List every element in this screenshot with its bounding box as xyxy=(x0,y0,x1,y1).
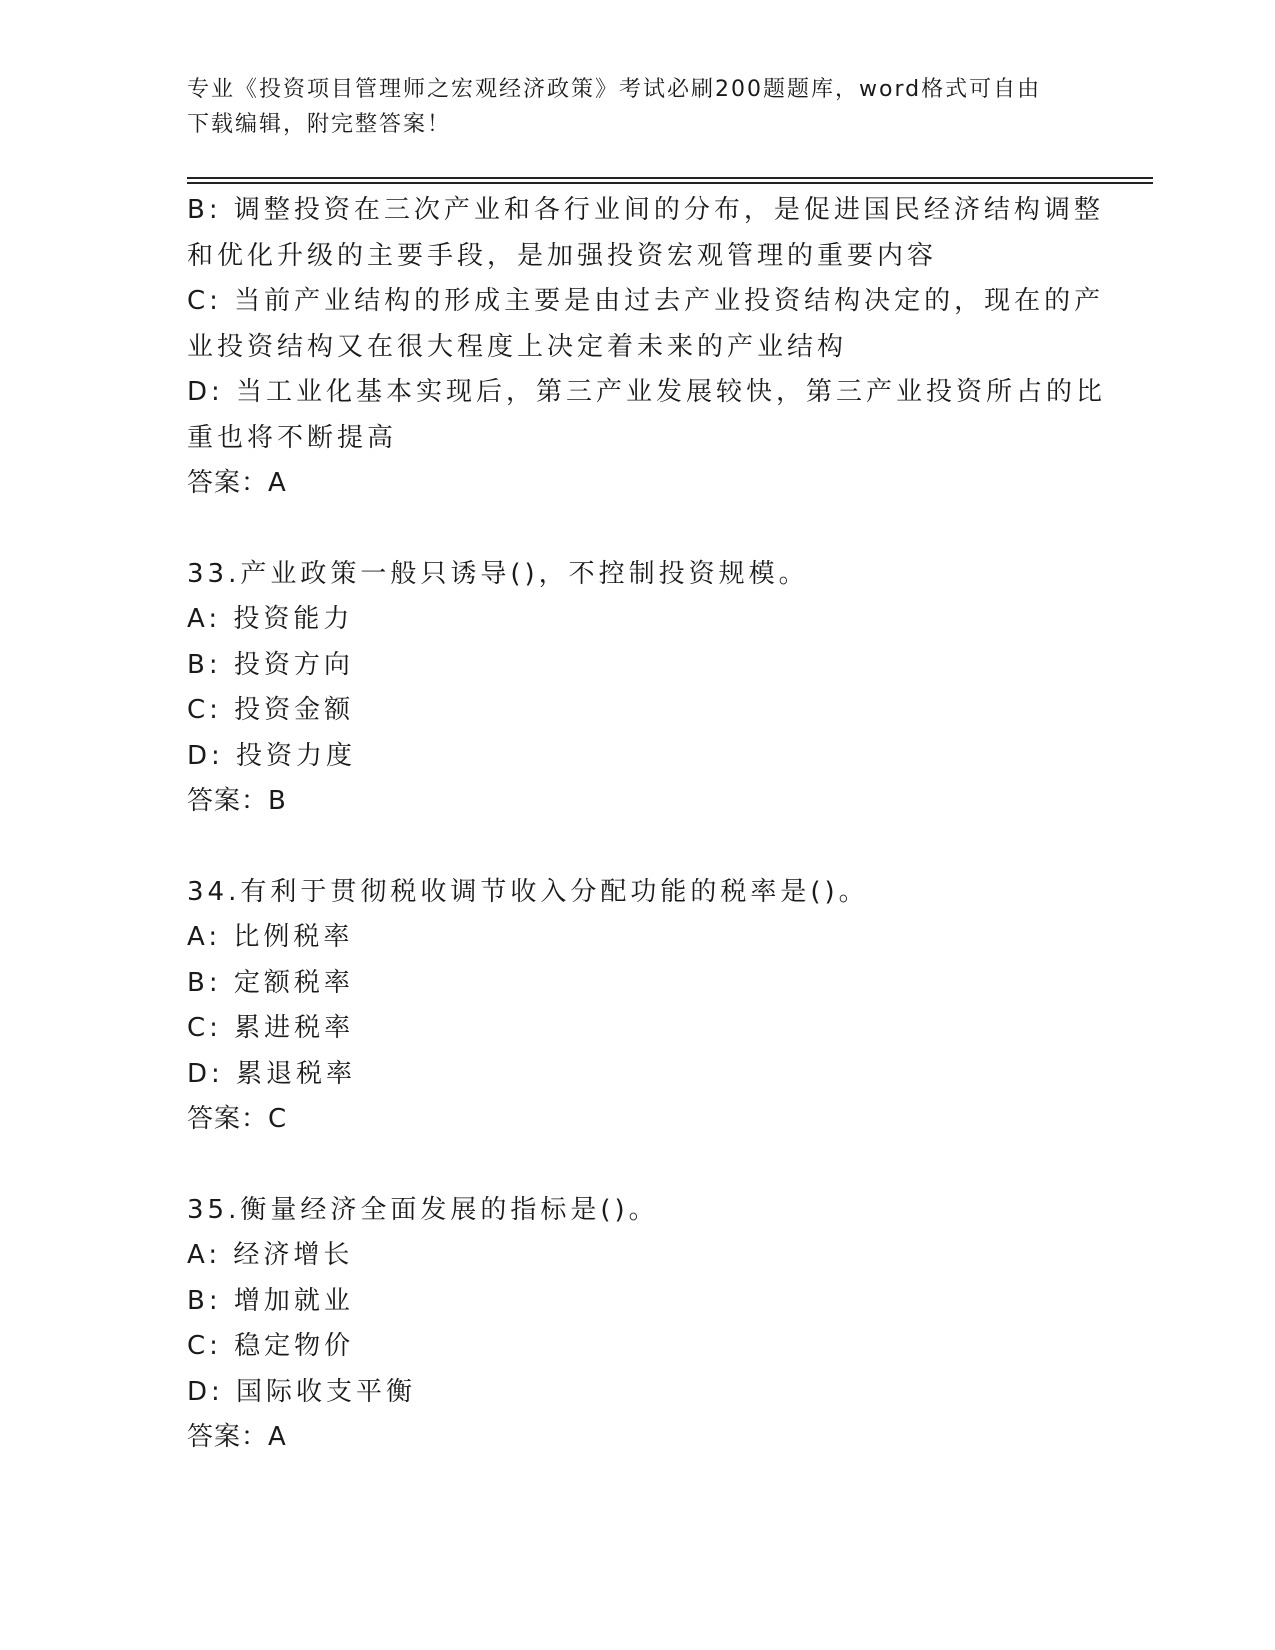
option-c-line-1: C: 当前产业结构的形成主要是由过去产业投资结构决定的，现在的产 xyxy=(187,286,1105,316)
answer-line: 答案：C xyxy=(187,1104,288,1134)
header-line-1: 专业《投资项目管理师之宏观经济政策》考试必刷200题题库，word格式可自由 xyxy=(187,77,1042,102)
prev-question-block xyxy=(187,188,1107,507)
answer-line: 答案：B xyxy=(187,786,287,816)
question-35 xyxy=(187,1188,1087,1461)
option-d-line-1: D: 当工业化基本实现后，第三产业发展较快，第三产业投资所占的比 xyxy=(187,377,1107,407)
document-body xyxy=(187,188,1107,1461)
question-title: 33.产业政策一般只诱导()，不控制投资规模。 xyxy=(187,558,809,589)
option-c: C: 累进税率 xyxy=(187,1013,355,1043)
option-a: A: 投资能力 xyxy=(187,604,354,634)
option-b-line-2: 和优化升级的主要手段，是加强投资宏观管理的重要内容 xyxy=(187,240,938,271)
question-title: 35.衡量经济全面发展的指标是()。 xyxy=(187,1194,659,1225)
option-a: A: 比例税率 xyxy=(187,922,354,952)
answer-line: 答案：A xyxy=(187,1422,287,1452)
answer-line: 答案：A xyxy=(187,468,287,498)
option-a: A: 经济增长 xyxy=(187,1240,354,1270)
question-title: 34.有利于贯彻税收调节收入分配功能的税率是()。 xyxy=(187,876,869,907)
option-b: B: 投资方向 xyxy=(187,649,354,680)
header-line-2: 下载编辑，附完整答案！ xyxy=(187,112,452,137)
option-b-line-1: B: 调整投资在三次产业和各行业间的分布，是促进国民经济结构调整 xyxy=(187,195,1104,225)
question-33 xyxy=(187,552,1087,825)
header-rule-top xyxy=(187,177,1153,179)
option-c-line-2: 业投资结构又在很大程度上决定着未来的产业结构 xyxy=(187,331,848,362)
option-c: C: 稳定物价 xyxy=(187,1331,355,1361)
option-c: C: 投资金额 xyxy=(187,695,355,725)
document-header xyxy=(187,72,1067,142)
option-b: B: 定额税率 xyxy=(187,967,354,998)
header-rule-bottom xyxy=(187,182,1153,184)
option-d: D: 投资力度 xyxy=(187,740,357,771)
option-d: D: 累退税率 xyxy=(187,1058,357,1089)
option-d: D: 国际收支平衡 xyxy=(187,1376,417,1407)
question-34 xyxy=(187,870,1087,1143)
option-d-line-2: 重也将不断提高 xyxy=(187,422,398,453)
option-b: B: 增加就业 xyxy=(187,1285,354,1316)
